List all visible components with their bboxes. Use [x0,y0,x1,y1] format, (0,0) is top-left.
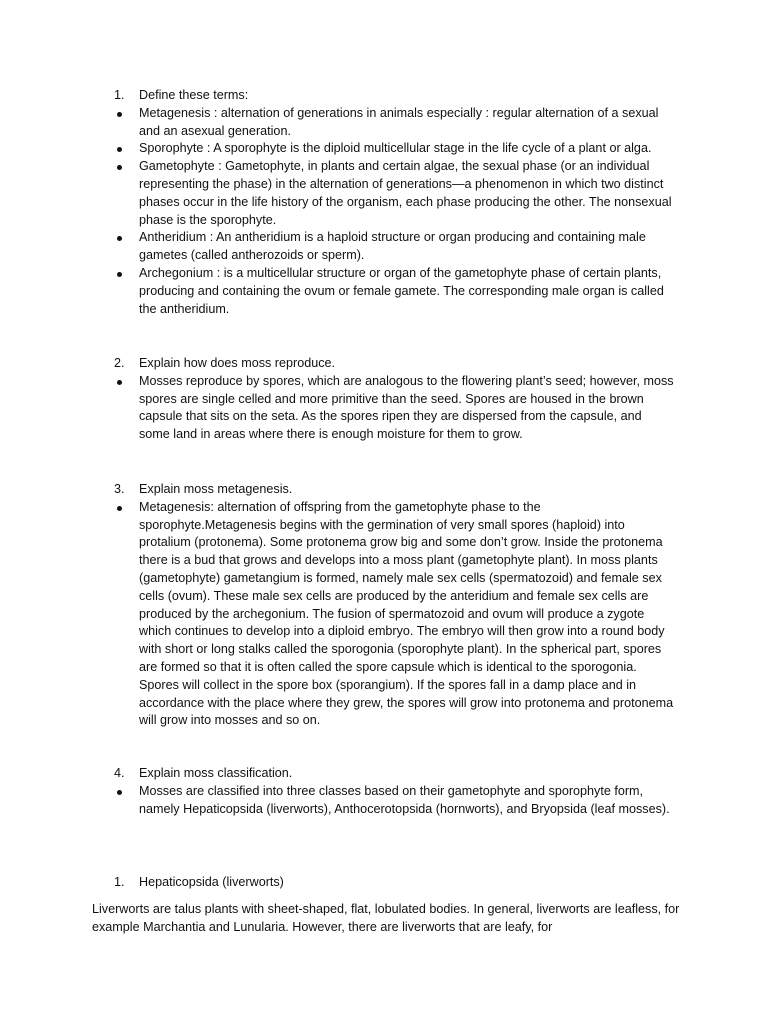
section-define-terms [0,87,768,318]
bullet-icon [117,112,122,117]
bullet-text: Mosses reproduce by spores, which are analogous to the flowering plant’s seed; however, moss spores are single celled and more primitive than the seed. Spores are housed in the brown capsule that sits on the seta. As the spores ripen they are dispersed from the capsule, and some land in areas where there is enough moisture for them to grow. [139,373,674,442]
section-moss-classification [0,765,768,818]
question-number: 2. [114,356,125,370]
question-number: 4. [114,766,125,780]
question-number: 1. [114,88,125,102]
section-moss-reproduction [0,355,768,444]
bullet-item [0,373,675,444]
bullet-icon [117,236,122,241]
bullet-text: Antheridium : An antheridium is a haploid structure or organ producing and containing male gametes (called antherozoids or sperm). [139,230,646,263]
bullet-item [0,158,675,229]
bullet-text: Metagenesis : alternation of generations in animals especially : regular alternation of a sexual and an asexual generation. [139,105,659,138]
bullet-item [0,105,675,141]
subsection-title: Hepaticopsida (liverworts) [139,875,284,889]
bullet-icon [117,147,122,152]
question-row [0,765,675,783]
bullet-item [0,229,675,265]
question-text: Define these terms: [139,88,249,102]
bullet-item [0,783,675,819]
bullet-text: Archegonium : is a multicellular structure or organ of the gametophyte phase of certain plants, producing and containing the ovum or female gamete. The corresponding male organ is called the antheridium. [139,265,664,316]
bullet-icon [117,165,122,170]
section-moss-metagenesis [0,481,768,730]
bullet-item [0,499,675,730]
subsection-heading [0,874,675,892]
bullet-icon [117,506,122,511]
question-row [0,87,675,105]
question-text: Explain moss classification. [139,766,293,780]
subsection-hepaticopsida [0,874,768,892]
body-paragraph: Liverworts are talus plants with sheet-shaped, flat, lobulated bodies. In general, liverworts are leafless, for example Marchantia and Lunularia. However, there are liverworts that are leafy, for [92,902,680,934]
bullet-icon [117,380,122,385]
subsection-number: 1. [114,875,125,889]
question-row [0,481,675,499]
question-text: Explain moss metagenesis. [139,482,293,496]
bullet-item [0,265,675,318]
bullet-text: Gametophyte : Gametophyte, in plants and certain algae, the sexual phase (or an individual representing the phase) in the alternation of generations—a phenomenon in which two distinct phases occur in the life history of the organism, each phase producing the other. The nonsexual phase is the sporophyte. [139,159,672,227]
bullet-text: Mosses are classified into three classes based on their gametophyte and sporophyte form, namely Hepaticopsida (liverworts), Anthocerotopsida (hornworts), and Bryopsida (leaf mosses). [139,783,670,816]
bullet-text: Metagenesis: alternation of offspring from the gametophyte phase to the sporophyte.Metagenesis begins with the germination of very small spores (haploid) into protalium (protonema). Some protonema grow big and some don’t grow. Inside the protonema there is a bud that grows and develops into a moss plant (gametophyte plant). In moss plants (gametophyte) gametangium is formed, namely male sex cells (spermatozoid) and female sex cells (ovum). These male sex cells are produced by the anteridium and female sex cells are produced by the archegonium. The fusion of spermatozoid and ovum will produce a zygote which continues to develop into a diploid embryo. The embryo will then grow into a round body with short or long stalks called the sporogonia (sporophyte plant). In the spherical part, spores are formed so that it is often called the spore capsule which is identical to the sporogonia. Spores will collect in the spore box (sporangium). If the spores fall in a damp place and in accordance with the place where they grew, the spores will grow into protonema and protonema will grow into mosses and so on. [139,499,674,728]
question-number: 3. [114,482,125,496]
question-text: Explain how does moss reproduce. [139,356,336,370]
bullet-icon [117,272,122,277]
bullet-icon [117,790,122,795]
bullet-text: Sporophyte : A sporophyte is the diploid multicellular stage in the life cycle of a plant or alga. [139,141,652,156]
question-row [0,355,675,373]
bullet-item [0,140,675,158]
